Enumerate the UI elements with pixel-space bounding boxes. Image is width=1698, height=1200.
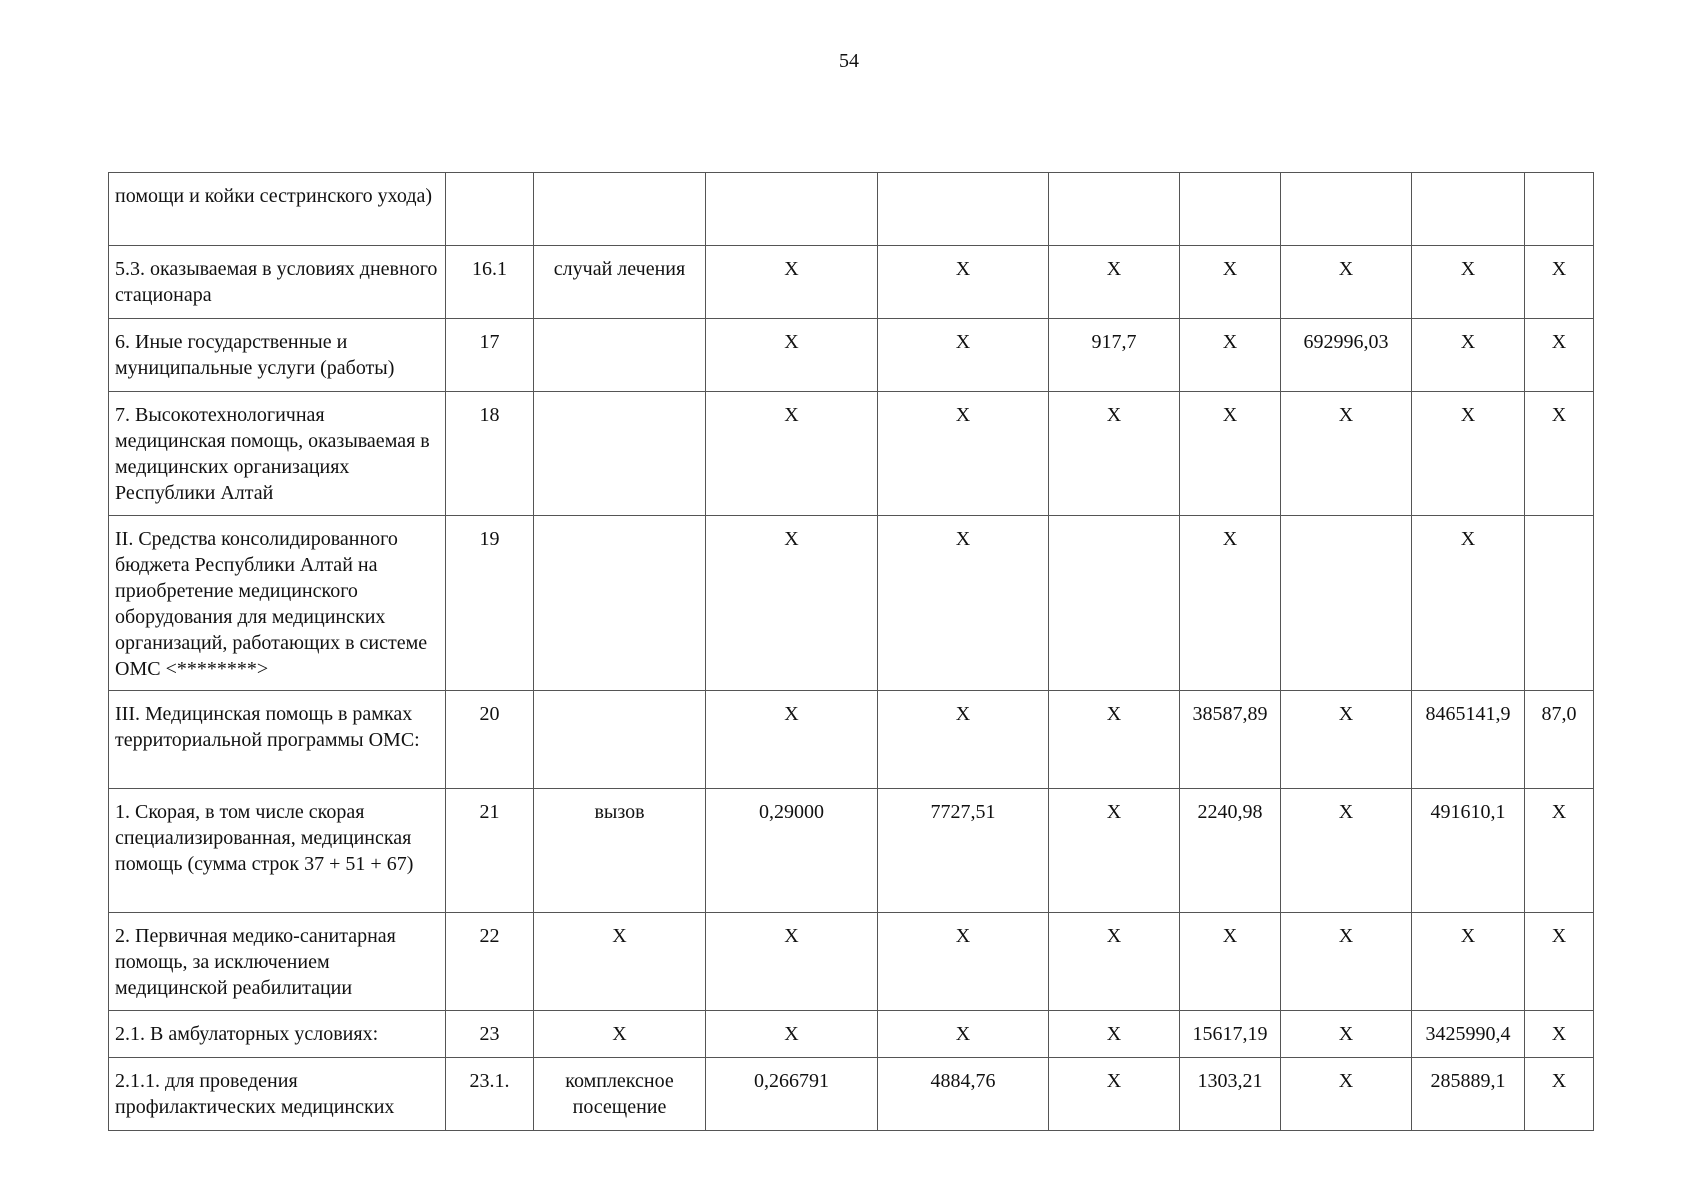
data-table — [108, 172, 1594, 1131]
table-cell: II. Средства консолидированного бюджета Республики Алтай на приобретение медицинского оборудования для медицинских организаций, работающих в системе ОМС <********> — [109, 516, 446, 691]
table-cell: 22 — [446, 913, 534, 1011]
table-cell: 19 — [446, 516, 534, 691]
table-cell: X — [878, 691, 1049, 789]
table-cell: 20 — [446, 691, 534, 789]
table-cell: X — [1049, 691, 1180, 789]
table-cell: помощи и койки сестринского ухода) — [109, 173, 446, 246]
table-cell: 3425990,4 — [1412, 1011, 1525, 1058]
table-cell: X — [1180, 246, 1281, 319]
table-cell: 18 — [446, 392, 534, 516]
table-cell: X — [1281, 392, 1412, 516]
table-cell: X — [1525, 246, 1594, 319]
table-cell: X — [1281, 691, 1412, 789]
table-cell: 2.1. В амбулаторных условиях: — [109, 1011, 446, 1058]
table-cell: X — [878, 516, 1049, 691]
table-cell: 21 — [446, 789, 534, 913]
table-cell: X — [1525, 1058, 1594, 1131]
table-cell: X — [1281, 789, 1412, 913]
table-cell: 692996,03 — [1281, 319, 1412, 392]
table-row — [109, 1011, 1594, 1058]
table-cell: 0,29000 — [706, 789, 878, 913]
table-cell: X — [1412, 913, 1525, 1011]
table-cell: X — [1049, 1011, 1180, 1058]
table-cell: 2. Первичная медико-санитарная помощь, за исключением медицинской реабилитации — [109, 913, 446, 1011]
table-cell — [534, 173, 706, 246]
table-cell: X — [1049, 913, 1180, 1011]
table-cell: 285889,1 — [1412, 1058, 1525, 1131]
table-cell: 23 — [446, 1011, 534, 1058]
table-cell: X — [706, 691, 878, 789]
table-cell: X — [706, 1011, 878, 1058]
table-cell: X — [1412, 319, 1525, 392]
table-cell — [1281, 173, 1412, 246]
table-cell: X — [706, 516, 878, 691]
table-cell — [706, 173, 878, 246]
table-cell — [534, 691, 706, 789]
table-cell: X — [706, 392, 878, 516]
table-cell — [534, 319, 706, 392]
table-cell: X — [1281, 1011, 1412, 1058]
table-cell — [1049, 516, 1180, 691]
table-cell: 2.1.1. для проведения профилактических медицинских — [109, 1058, 446, 1131]
table-cell: X — [1180, 319, 1281, 392]
table-cell: 7. Высокотехнологичная медицинская помощь, оказываемая в медицинских организациях Республики Алтай — [109, 392, 446, 516]
table-cell — [534, 392, 706, 516]
page-number: 54 — [839, 50, 859, 72]
table-cell: 917,7 — [1049, 319, 1180, 392]
table-cell — [534, 516, 706, 691]
table-row — [109, 173, 1594, 246]
table-cell: 1. Скорая, в том числе скорая специализированная, медицинская помощь (сумма строк 37 + 51 + 67) — [109, 789, 446, 913]
table-cell: 38587,89 — [1180, 691, 1281, 789]
table-cell: X — [534, 913, 706, 1011]
table-cell: 23.1. — [446, 1058, 534, 1131]
table-cell: 6. Иные государственные и муниципальные услуги (работы) — [109, 319, 446, 392]
table-cell: 7727,51 — [878, 789, 1049, 913]
table-cell: 1303,21 — [1180, 1058, 1281, 1131]
table-row — [109, 319, 1594, 392]
table-cell: X — [1412, 392, 1525, 516]
table-cell: X — [1049, 246, 1180, 319]
table-cell — [1525, 173, 1594, 246]
table-cell: X — [706, 319, 878, 392]
table-cell: X — [706, 913, 878, 1011]
table-cell: случай лечения — [534, 246, 706, 319]
table-row — [109, 691, 1594, 789]
table-cell: 87,0 — [1525, 691, 1594, 789]
table-cell: X — [878, 913, 1049, 1011]
table-cell: X — [878, 319, 1049, 392]
table-cell: X — [1180, 913, 1281, 1011]
table-cell: X — [534, 1011, 706, 1058]
table-cell: X — [1525, 789, 1594, 913]
table-cell: X — [1049, 789, 1180, 913]
table-cell: X — [1180, 392, 1281, 516]
table-cell: X — [878, 1011, 1049, 1058]
table-row — [109, 516, 1594, 691]
table-row — [109, 1058, 1594, 1131]
table-cell — [1412, 173, 1525, 246]
table-cell: X — [1525, 392, 1594, 516]
table-cell: X — [1525, 913, 1594, 1011]
table-cell — [1180, 173, 1281, 246]
table-cell: X — [1281, 1058, 1412, 1131]
table-cell — [878, 173, 1049, 246]
table-cell: 4884,76 — [878, 1058, 1049, 1131]
table-cell: III. Медицинская помощь в рамках территориальной программы ОМС: — [109, 691, 446, 789]
table-cell: X — [1525, 1011, 1594, 1058]
table-cell — [446, 173, 534, 246]
table-cell — [1049, 173, 1180, 246]
table-cell: X — [1281, 913, 1412, 1011]
table-cell: комплексное посещение — [534, 1058, 706, 1131]
table-cell: X — [1412, 246, 1525, 319]
table-cell: X — [1049, 1058, 1180, 1131]
table-cell: 2240,98 — [1180, 789, 1281, 913]
table-cell: 0,266791 — [706, 1058, 878, 1131]
table-cell: X — [1281, 246, 1412, 319]
table-cell: X — [878, 392, 1049, 516]
table-cell: X — [878, 246, 1049, 319]
table-cell: X — [1525, 319, 1594, 392]
table-cell: X — [706, 246, 878, 319]
table-cell — [1281, 516, 1412, 691]
table-cell: 8465141,9 — [1412, 691, 1525, 789]
table-cell — [1525, 516, 1594, 691]
table-cell: 16.1 — [446, 246, 534, 319]
table-cell: X — [1412, 516, 1525, 691]
table-cell: 15617,19 — [1180, 1011, 1281, 1058]
table-row — [109, 913, 1594, 1011]
table-cell: 5.3. оказываемая в условиях дневного стационара — [109, 246, 446, 319]
table-cell: X — [1049, 392, 1180, 516]
table-row — [109, 392, 1594, 516]
table-row — [109, 789, 1594, 913]
table-cell: 491610,1 — [1412, 789, 1525, 913]
table-cell: X — [1180, 516, 1281, 691]
table-row — [109, 246, 1594, 319]
table-cell: вызов — [534, 789, 706, 913]
table-cell: 17 — [446, 319, 534, 392]
